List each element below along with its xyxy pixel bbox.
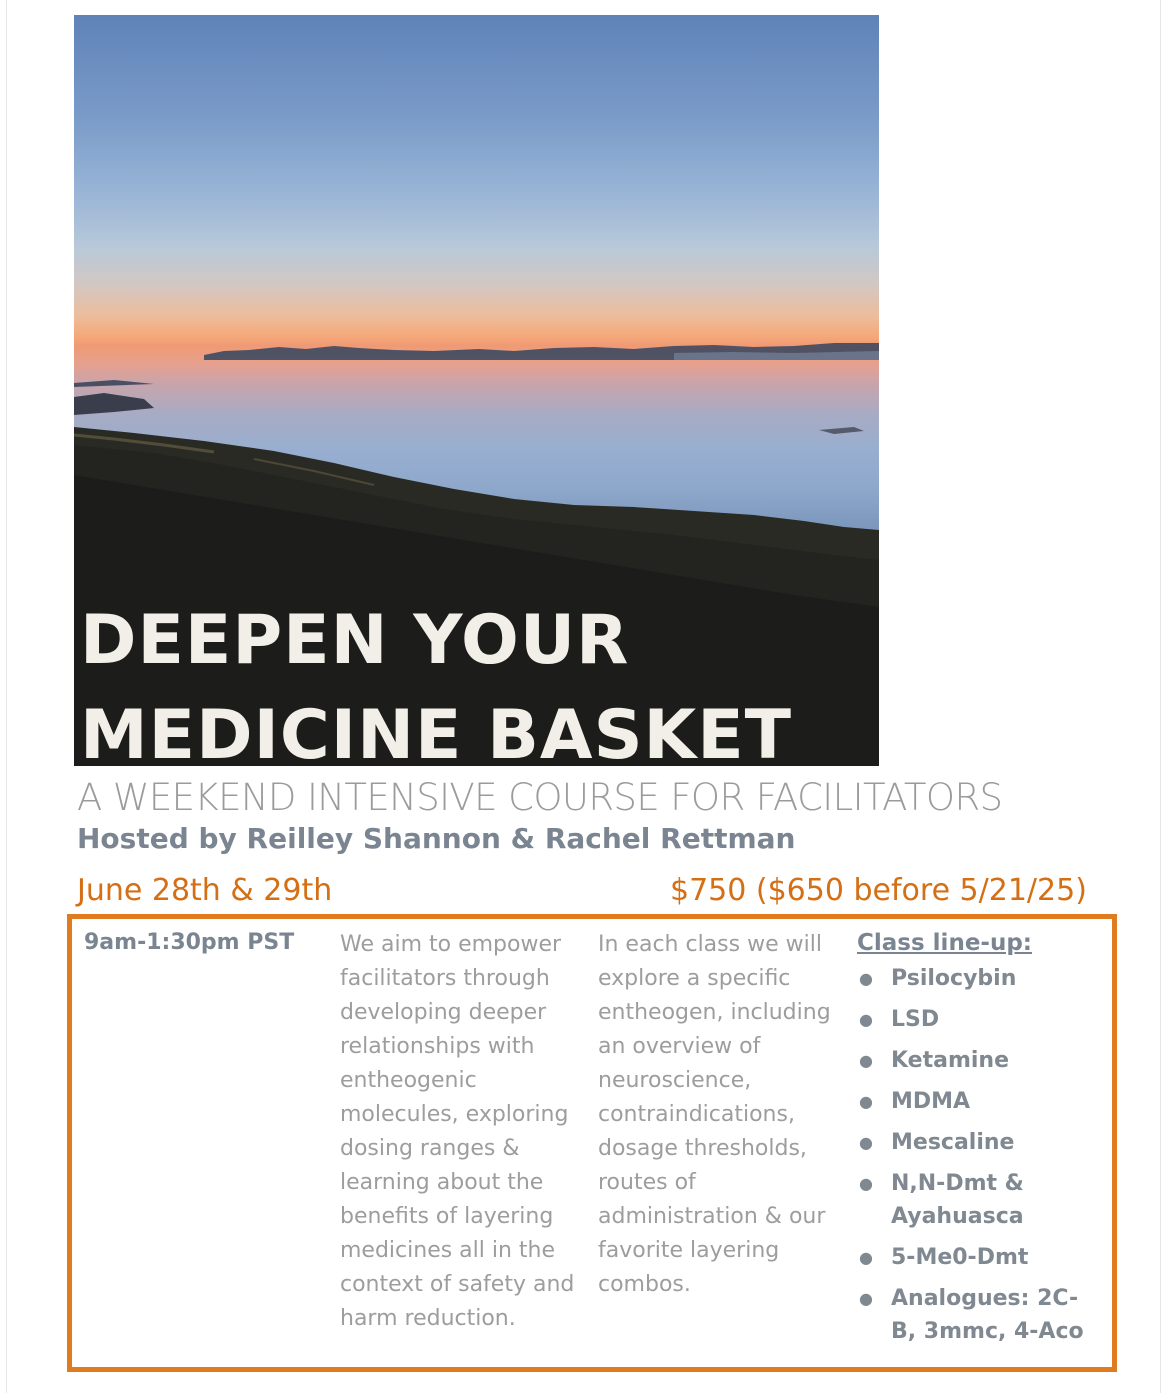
class-description: In each class we will explore a specific entheogen, including an overview of neuroscience, contraindications, dosage thresholds, routes of administration & our favorite layering combos. xyxy=(598,932,831,1297)
lineup-item xyxy=(857,1085,1097,1118)
bullet-icon: ● xyxy=(859,1051,873,1070)
lineup-item xyxy=(857,962,1097,995)
session-time: 9am-1:30pm PST xyxy=(84,930,295,955)
page-edge-right xyxy=(1160,0,1161,1393)
lineup-item-label: N,N-Dmt & Ayahuasca xyxy=(891,1171,1024,1229)
lineup-item-label: 5-Me0-Dmt xyxy=(891,1245,1029,1270)
bullet-icon: ● xyxy=(859,1092,873,1111)
lineup-item-label: Analogues: 2C-B, 3mmc, 4-Aco xyxy=(891,1286,1084,1344)
lineup-item xyxy=(857,1003,1097,1036)
hero-photo xyxy=(74,15,879,766)
bullet-icon: ● xyxy=(859,1248,873,1267)
course-price: $750 ($650 before 5/21/25) xyxy=(670,873,1087,908)
lineup-item-label: Ketamine xyxy=(891,1048,1009,1073)
hosts-line: Hosted by Reilley Shannon & Rachel Rettman xyxy=(77,822,796,855)
aim-description: We aim to empower facilitators through developing deeper relationships with entheogenic molecules, exploring dosing ranges & learning about the benefits of layering medicines all in the context of safety and harm reduction. xyxy=(340,932,575,1331)
course-subtitle: A WEEKEND INTENSIVE COURSE FOR FACILITATORS xyxy=(77,776,1003,819)
lineup-item-label: Mescaline xyxy=(891,1130,1015,1155)
lineup-item-label: LSD xyxy=(891,1007,940,1032)
lineup-item xyxy=(857,1282,1097,1348)
page-edge-left xyxy=(6,0,7,1393)
bullet-icon: ● xyxy=(859,1174,873,1193)
lineup-item xyxy=(857,1044,1097,1077)
lineup-item xyxy=(857,1126,1097,1159)
lineup-item xyxy=(857,1241,1097,1274)
bullet-icon: ● xyxy=(859,969,873,988)
bullet-icon: ● xyxy=(859,1289,873,1308)
class-lineup xyxy=(857,926,1097,1356)
lineup-item-label: MDMA xyxy=(891,1089,971,1114)
lineup-item xyxy=(857,1167,1097,1233)
hero-title: DEEPEN YOUR MEDICINE BASKET xyxy=(80,601,793,766)
bullet-icon: ● xyxy=(859,1133,873,1152)
bullet-icon: ● xyxy=(859,1010,873,1029)
course-dates: June 28th & 29th xyxy=(77,873,333,908)
lineup-item-label: Psilocybin xyxy=(891,966,1017,991)
lineup-heading: Class line-up: xyxy=(857,930,1032,956)
lineup-list xyxy=(857,962,1097,1348)
